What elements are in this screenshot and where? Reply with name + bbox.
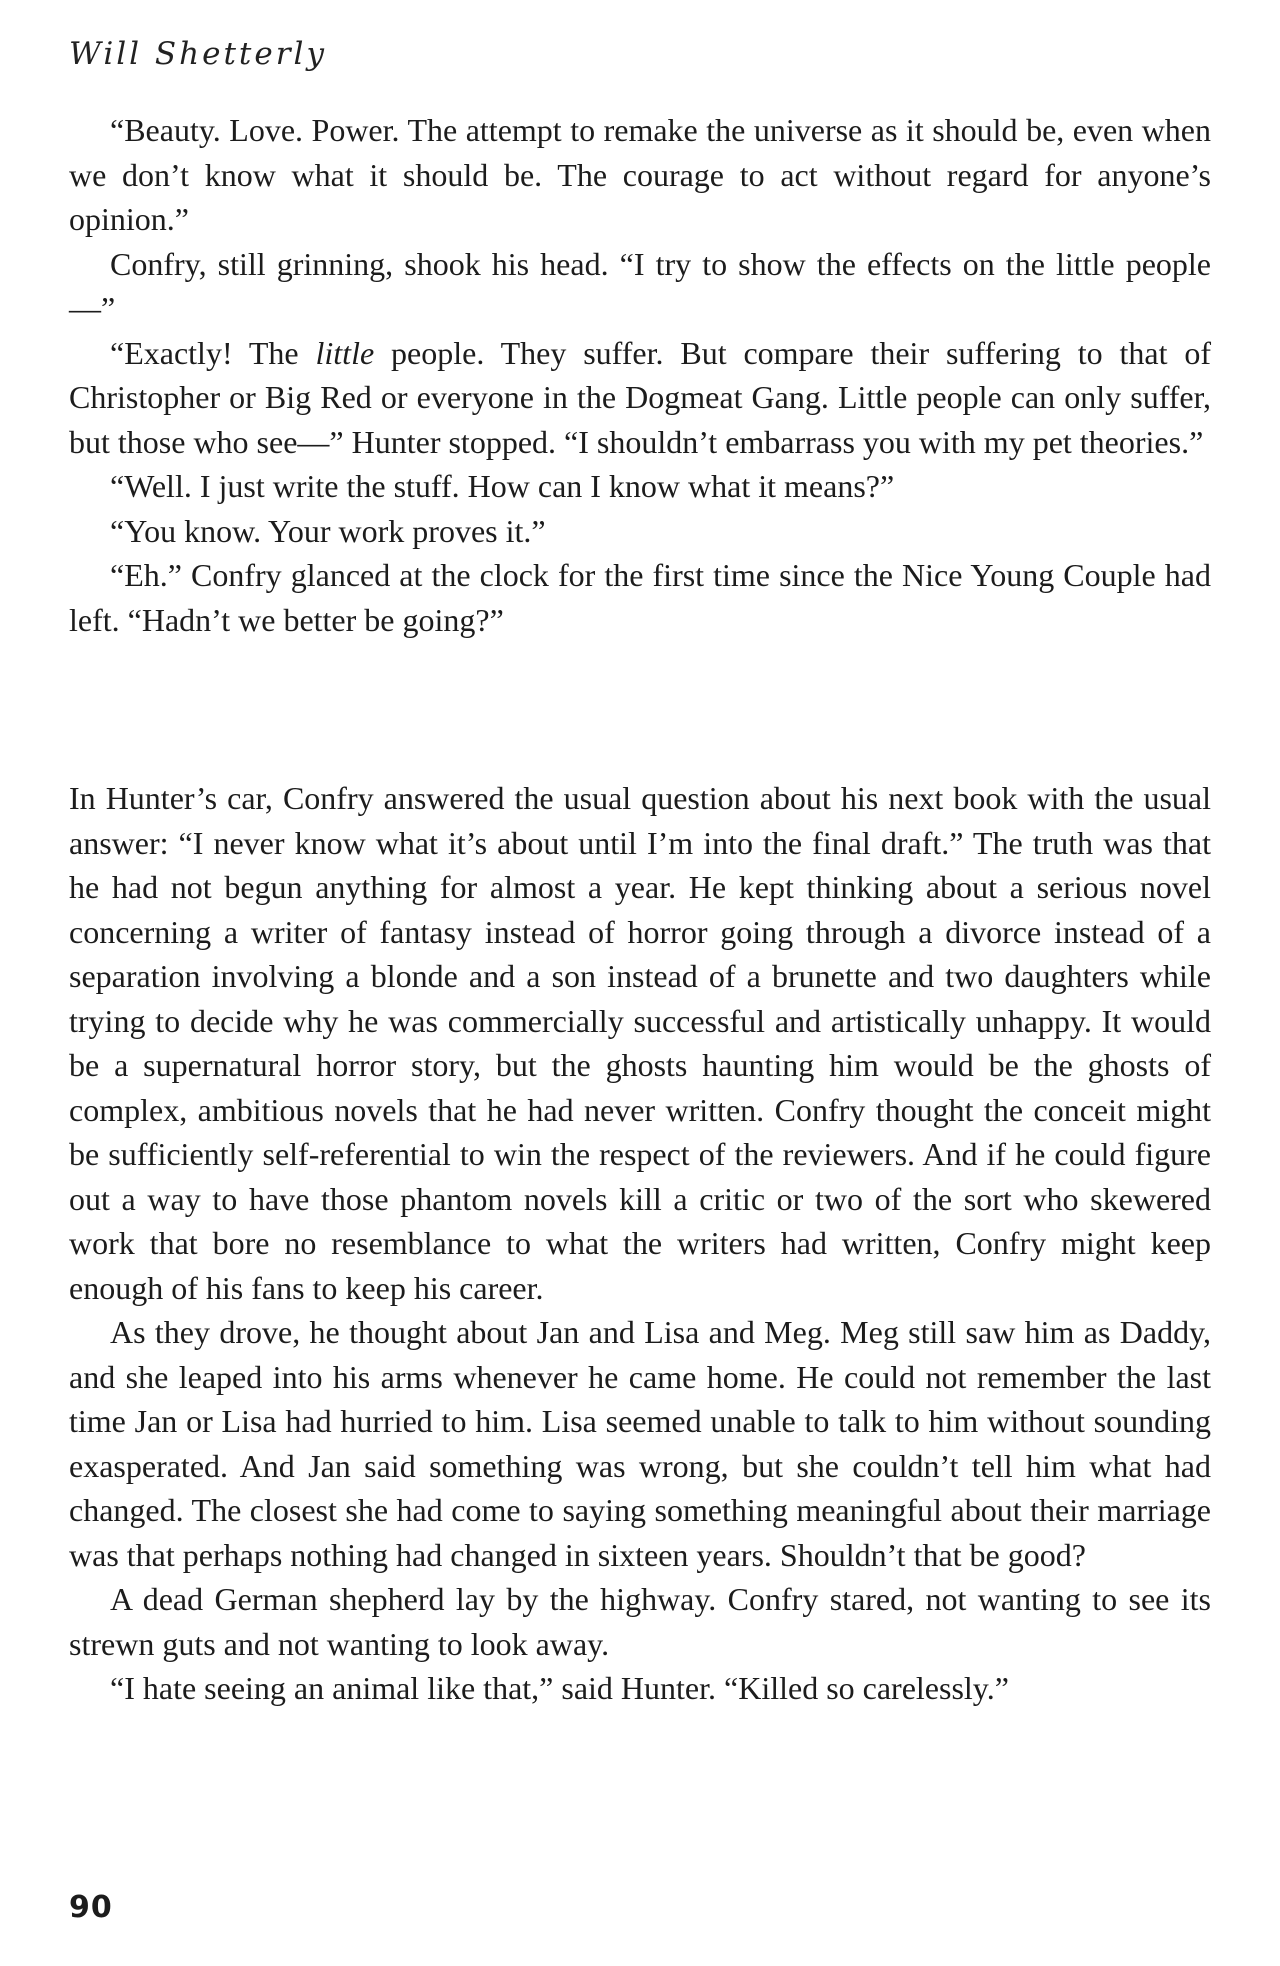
running-head-author: Will Shetterly <box>69 36 327 72</box>
paragraph: As they drove, he thought about Jan and Lisa and Meg. Meg still saw him as Daddy, and she leaped into his arms whenever he came home. He could not remember the last time Jan or Lisa had hurried to him. Lisa seemed unable to talk to him without sounding exasperated. And Jan said something was wrong, but she couldn’t tell him what had changed. The closest she had come to saying something meaningful about their marriage was that perhaps nothing had changed in sixteen years. Shouldn’t that be good? <box>69 1314 1211 1573</box>
paragraph: Confry, still grinning, shook his head. “I try to show the effects on the little people—” <box>69 245 1211 326</box>
paragraph: “You know. Your work proves it.” <box>110 512 546 549</box>
emphasis-text: little <box>315 334 375 371</box>
text-section-2 <box>69 776 1211 1711</box>
paragraph-text: “Exactly! The <box>110 334 316 371</box>
paragraph: “Beauty. Love. Power. The attempt to remake the universe as it should be, even when we don’t know what it should be. The courage to act without regard for anyone’s opinion.” <box>69 112 1211 237</box>
paragraph: “Well. I just write the stuff. How can I know what it means?” <box>110 468 895 504</box>
paragraph-text: people. They suffer. But compare their suffering to that of Christopher or Big Red or everyone in the Dogmeat Gang. Little people can only suffer, but those who see—” Hunter stopped. “I shouldn’t embarrass you with my pet theories.” <box>69 334 1212 460</box>
section-opening-paragraph: In Hunter’s car, Confry answered the usual question about his next book with the usual answer: “I never know what it’s about until I’m into the final draft.” The truth was that he had not begun anything for almost a year. He kept thinking about a serious novel concerning a writer of fantasy instead of horror going through a divorce instead of a separation involving a blonde and a son instead of a brunette and two daughters while trying to decide why he was commercially successful and artistically unhappy. It would be a supernatural horror story, but the ghosts haunting him would be the ghosts of complex, ambitious novels that he had never written. Confry thought the conceit might be sufficiently self-referential to win the respect of the reviewers. And if he could figure out a way to have those phantom novels kill a critic or two of the sort who skewered work that bore no resemblance to what the writers had written, Confry might keep enough of his fans to keep his career. <box>69 780 1211 1306</box>
paragraph: “Eh.” Confry glanced at the clock for the first time since the Nice Young Couple had left. “Hadn’t we better be going?” <box>69 557 1211 638</box>
paragraph-with-emphasis <box>69 331 1211 465</box>
paragraph: “I hate seeing an animal like that,” said Hunter. “Killed so carelessly.” <box>110 1670 1009 1706</box>
page-number: 90 <box>69 1890 113 1925</box>
paragraph: A dead German shepherd lay by the highway. Confry stared, not wanting to see its strewn guts and not wanting to look away. <box>69 1581 1211 1662</box>
text-section-1 <box>69 108 1211 642</box>
